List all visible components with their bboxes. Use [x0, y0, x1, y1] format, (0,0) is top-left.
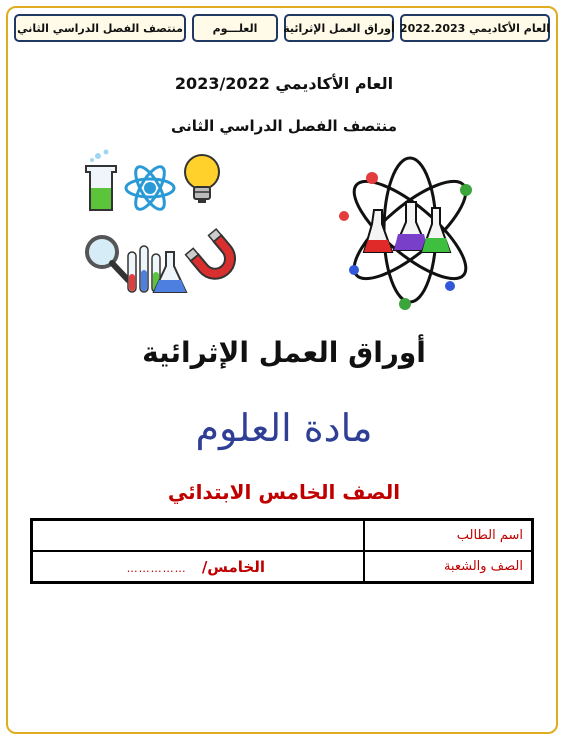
grade-title: الصف الخامس الابتدائي	[167, 480, 401, 504]
term-line: منتصف الفصل الدراسي الثانى	[170, 117, 398, 135]
header-bar	[10, 14, 558, 44]
student-name-field[interactable]	[32, 520, 365, 552]
header-worksheets: أوراق العمل الإثرائية	[284, 14, 394, 42]
light-bulb-icon	[185, 155, 219, 203]
student-name-label: اسم الطالب	[364, 520, 533, 552]
atom-flasks-icon	[330, 150, 490, 310]
table-row	[32, 520, 533, 552]
header-academic-year: العام الأكاديمي 2022.2023	[400, 14, 550, 42]
page-frame	[6, 6, 558, 734]
academic-year-line: العام الأكاديمي 2023/2022	[174, 74, 394, 93]
atom-icon	[126, 163, 174, 214]
magnet-icon	[186, 229, 242, 287]
main-title: أوراق العمل الإثرائية	[142, 336, 426, 369]
student-info-table	[30, 518, 534, 584]
science-lab-clipart-icon	[72, 148, 242, 310]
header-term: منتصف الفصل الدراسي الثاني	[14, 14, 186, 42]
class-section-label: الصف والشعبة	[364, 551, 533, 583]
subject-title: مادة العلوم	[195, 406, 373, 450]
table-row	[32, 551, 533, 583]
header-subject: العلـــوم	[192, 14, 278, 42]
beaker-icon	[86, 150, 116, 211]
class-section-field[interactable]	[32, 551, 365, 583]
class-value: الخامس/	[201, 557, 265, 576]
class-dots: ……………	[126, 561, 187, 575]
test-tubes-icon	[128, 246, 160, 292]
magnifier-icon	[87, 237, 128, 280]
